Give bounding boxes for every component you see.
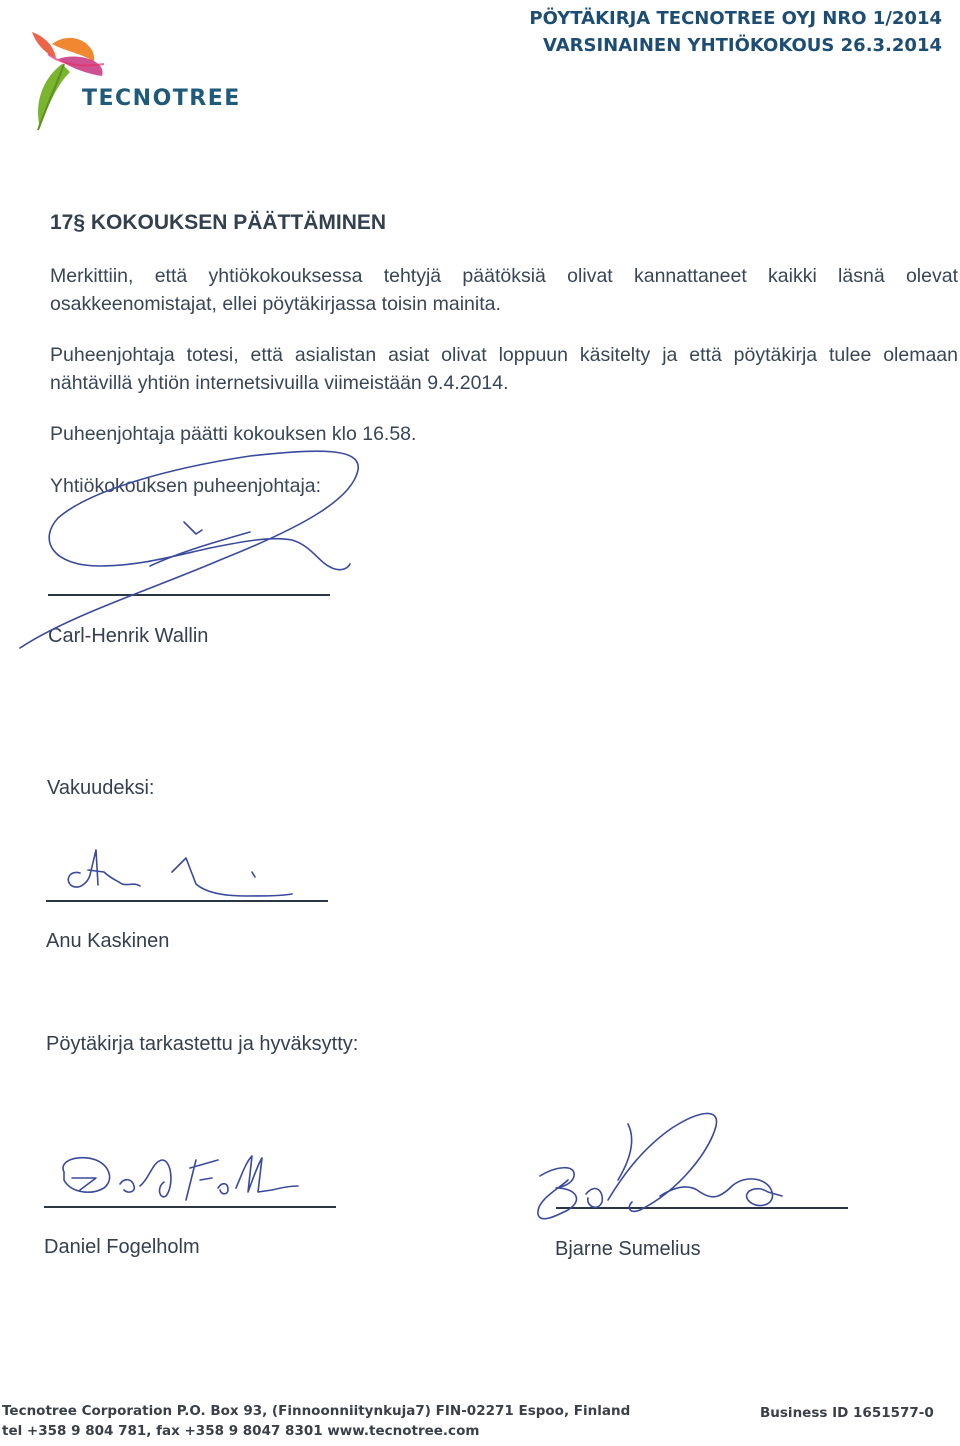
document-header-line2: VARSINAINEN YHTIÖKOKOUS 26.3.2014 [543, 35, 942, 56]
attest-signature-line [46, 900, 328, 902]
reviewer-right-signature-line [556, 1207, 848, 1209]
footer-contact: tel +358 9 804 781, fax +358 9 8047 8301 www.tecnotree.com [2, 1423, 480, 1439]
paragraph-3: Puheenjohtaja päätti kokouksen klo 16.58. [50, 423, 417, 445]
footer-address: Tecnotree Corporation P.O. Box 93, (Finnoonniitynkuja7) FIN-02271 Espoo, Finland [2, 1403, 631, 1419]
attest-name: Anu Kaskinen [46, 930, 170, 952]
paragraph-2-line-2: nähtävillä yhtiön internetsivuilla viimeistään 9.4.2014. [50, 372, 509, 394]
tecnotree-logo-icon [22, 24, 252, 136]
logo-wordmark: TECNOTREE [82, 86, 241, 111]
paragraph-1 [50, 262, 958, 318]
reviewer-left-signature-line [44, 1206, 336, 1208]
paragraph-1-line-1: Merkittiin, että yhtiökokouksessa tehtyjä päätöksiä olivat kannattaneet kaikki läsnä olevat [50, 265, 958, 287]
paragraph-2 [50, 341, 958, 397]
reviewer-left-name: Daniel Fogelholm [44, 1236, 200, 1258]
chair-signature-line [48, 594, 330, 596]
paragraph-2-line-1: Puheenjohtaja totesi, että asialistan asiat olivat loppuun käsitelty ja että pöytäkirja tulee olemaan [50, 344, 958, 366]
paragraph-1-line-2: osakkeenomistajat, ellei pöytäkirjassa toisin mainita. [50, 293, 501, 315]
document-header-line1: PÖYTÄKIRJA TECNOTREE OYJ NRO 1/2014 [529, 8, 942, 29]
signature-reviewer-right-icon [538, 1113, 782, 1218]
attest-label: Vakuudeksi: [47, 777, 155, 799]
signature-attest-icon [68, 850, 292, 896]
section-title: 17§ KOKOUKSEN PÄÄTTÄMINEN [50, 211, 387, 234]
chair-label: Yhtiökokouksen puheenjohtaja: [50, 475, 322, 497]
footer-business-id: Business ID 1651577-0 [760, 1405, 934, 1421]
reviewer-right-name: Bjarne Sumelius [555, 1238, 701, 1260]
signature-reviewer-left-icon [63, 1156, 298, 1200]
review-label: Pöytäkirja tarkastettu ja hyväksytty: [46, 1033, 359, 1055]
chair-name: Carl-Henrik Wallin [48, 625, 209, 647]
